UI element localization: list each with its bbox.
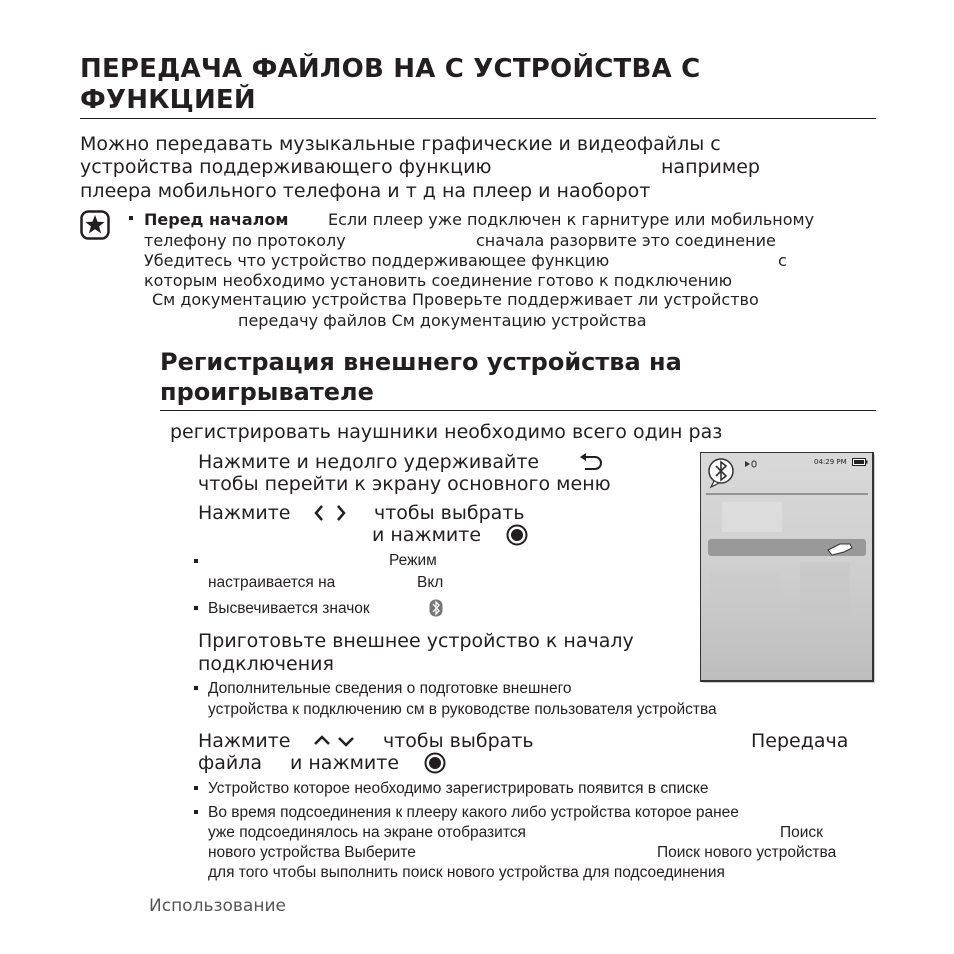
bullet1-text-c: Вкл — [417, 574, 444, 591]
ok-button-icon — [506, 524, 528, 546]
title-line-2: ФУНКЦИЕЙ — [80, 85, 256, 115]
note-line-3a: Убедитесь что устройство поддерживающее функцию — [144, 251, 610, 270]
section-lead: регистрировать наушники необходимо всего один раз — [170, 421, 723, 443]
bullet5-text-a: Во время подсоединения к плееру какого либо устройства которое ранее — [208, 804, 739, 821]
bullet3-text-a: Дополнительные сведения о подготовке внешнего — [208, 680, 572, 697]
note-line-4: которым необходимо установить соединение готово к подключению — [144, 271, 733, 290]
note-line-5: См документацию устройства Проверьте поддерживает ли устройство — [152, 290, 759, 309]
bullet5-text-e: Поиск нового устройства — [657, 844, 837, 861]
note-line-6: передачу файлов См документацию устройства — [238, 311, 647, 330]
page-footer: Использование — [149, 896, 286, 916]
step3-text-a: Приготовьте внешнее устройство к началу — [198, 630, 634, 652]
step2-text-b: чтобы выбрать — [374, 502, 525, 524]
intro-line-1: Можно передавать музыкальные графические и видеофайлы с — [80, 133, 721, 155]
bullet5-text-c: Поиск — [780, 824, 823, 841]
bullet2-text: Высвечивается значок — [208, 600, 370, 617]
step1-text-b: чтобы перейти к экрану основного меню — [198, 473, 611, 495]
step2-text-c: и нажмите — [372, 524, 482, 546]
play-status-icon — [744, 460, 758, 468]
section-rule — [160, 410, 876, 411]
bullet5-text-f: для того чтобы выполнить поиск нового устройства для подсоединения — [208, 864, 725, 881]
note-line-3b: с — [778, 251, 787, 270]
note-line-1: Если плеер уже подключен к гарнитуре или мобильному — [328, 210, 815, 229]
bullet1-text-a: Режим — [389, 552, 437, 569]
step2-text-a: Нажмите — [198, 502, 291, 524]
up-down-icon — [312, 732, 356, 750]
device-screen — [700, 452, 876, 684]
step4-text-c: Передача — [751, 730, 849, 752]
left-right-icon — [312, 504, 348, 522]
title-line-1: ПЕРЕДАЧА ФАЙЛОВ НА С УСТРОЙСТВА С — [80, 54, 701, 84]
note-line-2a: телефону по протоколу — [144, 231, 346, 250]
section-title — [160, 347, 682, 407]
step3-text-b: подключения — [198, 653, 334, 675]
note-line-2b: сначала разорвите это соединение — [476, 231, 776, 250]
page-title — [80, 54, 700, 116]
battery-icon — [852, 458, 868, 466]
bluetooth-badge-icon — [429, 599, 443, 617]
bullet — [194, 810, 198, 814]
step1-text-a: Нажмите и недолго удерживайте — [198, 451, 540, 473]
intro-line-2b: например — [661, 156, 760, 178]
back-icon — [578, 453, 604, 471]
step4-text-d: файла — [198, 752, 263, 774]
step4-text-e: и нажмите — [290, 752, 400, 774]
note-bullet — [129, 216, 133, 220]
ok-button-icon — [424, 752, 446, 774]
step4-text-b: чтобы выбрать — [383, 730, 534, 752]
title-rule — [80, 118, 876, 119]
bullet5-text-d: нового устройства Выберите — [208, 844, 416, 861]
bullet1-text-b: настраивается на — [208, 574, 336, 591]
note-star-icon — [80, 210, 110, 240]
bullet — [194, 786, 198, 790]
step4-text-a: Нажмите — [198, 730, 291, 752]
device-clock: 04:29 PM — [814, 458, 847, 466]
bullet4-text: Устройство которое необходимо зарегистрировать появится в списке — [208, 780, 709, 797]
bullet — [194, 686, 198, 690]
bluetooth-icon — [706, 457, 738, 489]
intro-line-3: плеера мобильного телефона и т д на плеер и наоборот — [80, 180, 651, 202]
bullet — [194, 606, 198, 610]
intro-line-2a: устройства поддерживающего функцию — [80, 156, 492, 178]
bullet3-text-b: устройства к подключению см в руководстве пользователя устройства — [208, 701, 717, 718]
bullet5-text-b: уже подсоединялось на экране отобразится — [208, 824, 526, 841]
bullet — [194, 559, 198, 563]
section-title-line-2: проигрывателе — [160, 378, 374, 406]
note-label: Перед началом — [144, 210, 289, 229]
section-title-line-1: Регистрация внешнего устройства на — [160, 348, 682, 376]
